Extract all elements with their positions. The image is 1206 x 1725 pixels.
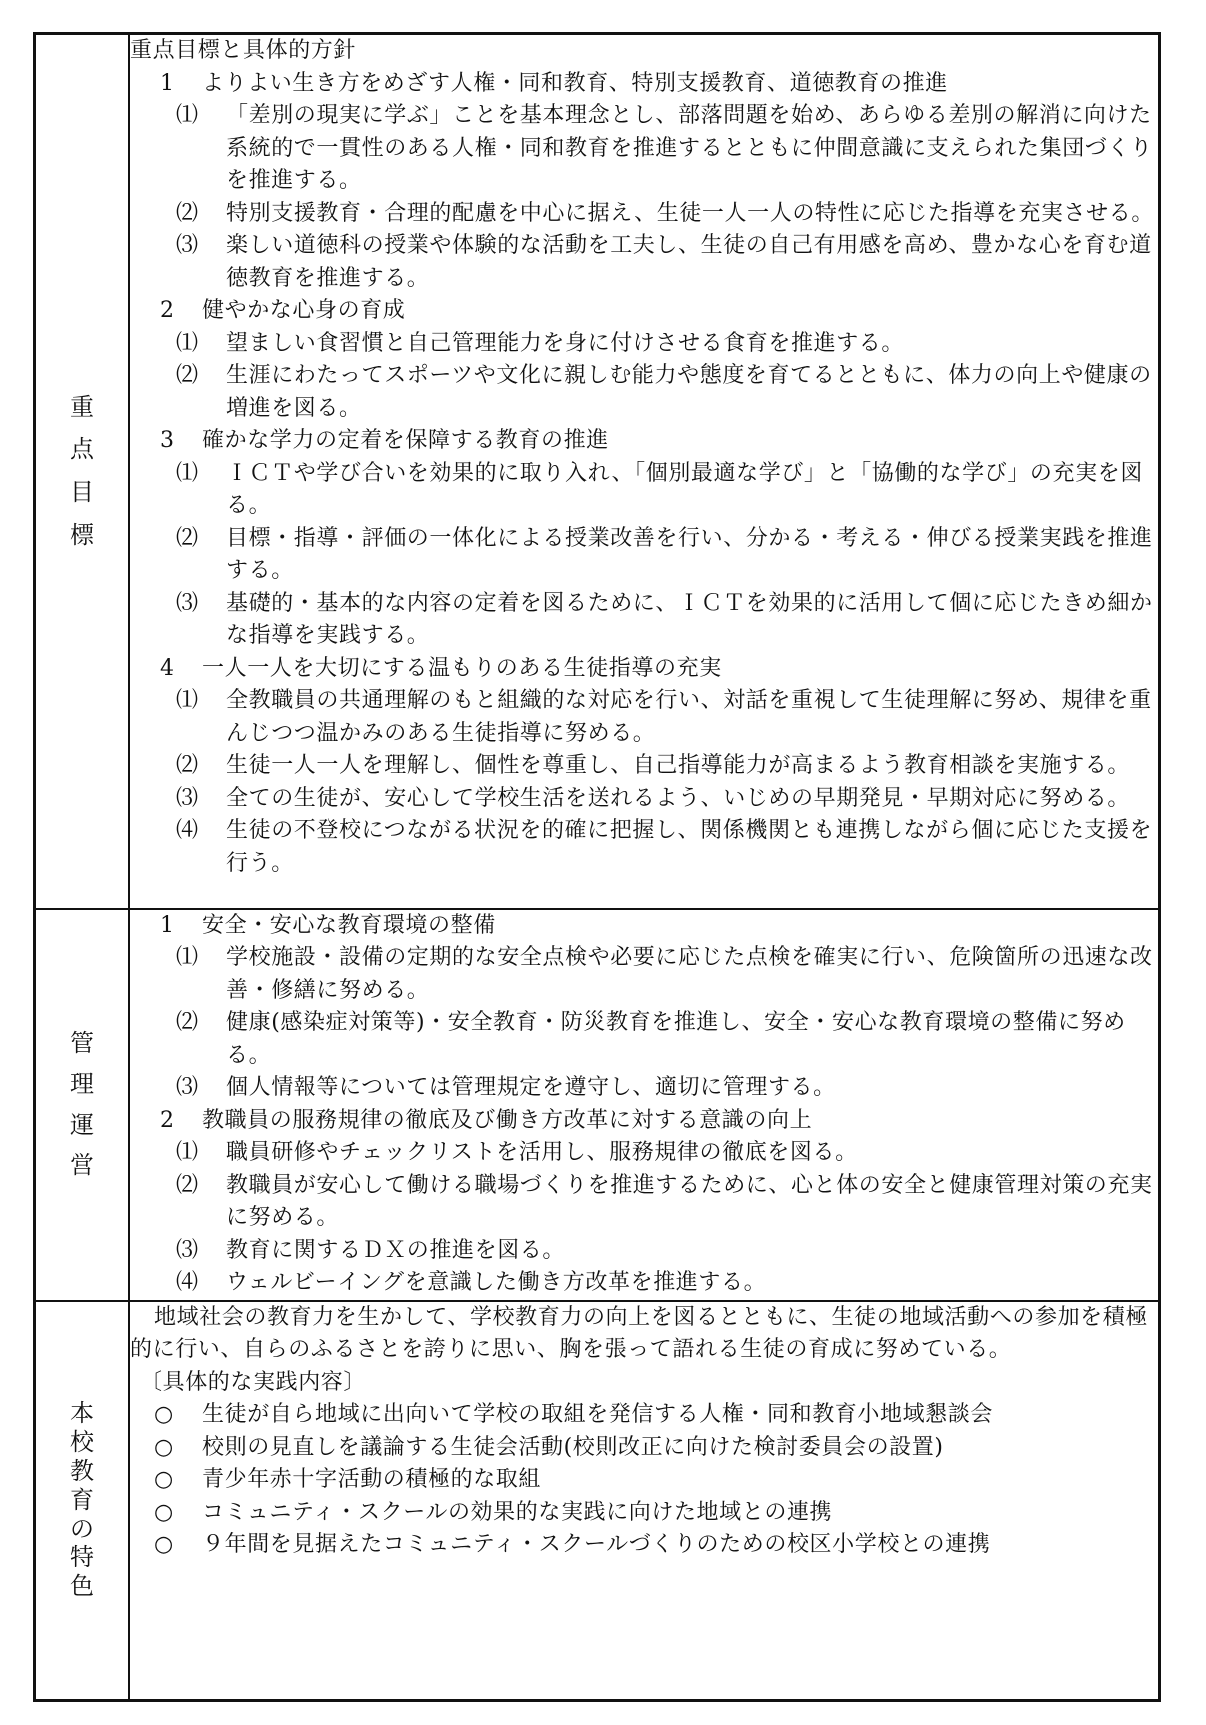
group-title: 2 健やかな心身の育成 [160, 298, 406, 323]
list-item: ⑵ 生徒一人一人を理解し、個性を尊重し、自己指導能力が高まるよう教育相談を実施する。 [176, 753, 1131, 778]
features-label-cell [35, 1301, 130, 1701]
label-char: 校 [70, 1428, 94, 1457]
label-char: 重 [70, 392, 94, 421]
circle-bullet-icon: ○ [154, 1467, 174, 1492]
label-char: 管 [70, 1028, 94, 1057]
list-item: ⑵ 特別支援教育・合理的配慮を中心に据え、生徒一人一人の特性に応じた指導を充実させる。 [176, 200, 1154, 226]
label-char: 教 [70, 1457, 94, 1486]
group-title: 3 確かな学力の定着を保障する教育の推進 [160, 428, 609, 453]
section-heading: 重点目標と具体的方針 [130, 38, 357, 63]
list-item: ⑴ ＩＣＴや学び合いを効果的に取り入れ、「個別最適な学び」と「協働的な学び」の充実を図る。 [176, 460, 1143, 518]
circle-bullet-icon: ○ [154, 1434, 174, 1460]
circle-bullet-icon: ○ [154, 1532, 174, 1557]
list-item: ○ 生徒が自ら地域に出向いて学校の取組を発信する人権・同和教育小地域懇談会 [130, 1399, 1158, 1432]
list-item: ⑴ 「差別の現実に学ぶ」ことを基本理念とし、部落問題を始め、あらゆる差別の解消に向けた系統的で一貫性のある人権・同和教育を推進するとともに仲間意識に支えられた集団づくりを推進する。 [176, 103, 1153, 193]
list-item: ○ コミュニティ・スクールの効果的な実践に向けた地域との連携 [130, 1497, 1158, 1530]
list-item: ○ ９年間を見据えたコミュニティ・スクールづくりのための校区小学校との連携 [130, 1529, 1158, 1562]
label-char: 育 [70, 1485, 94, 1514]
label-char: 点 [70, 435, 94, 464]
priority-label-cell [35, 34, 130, 909]
management-label [70, 1017, 94, 1192]
circle-bullet-icon: ○ [154, 1402, 174, 1427]
label-char: 運 [70, 1110, 94, 1139]
list-item: ⑴ 望ましい食習慣と自己管理能力を身に付けさせる食育を推進する。 [176, 330, 905, 356]
circle-bullet-icon: ○ [154, 1499, 174, 1525]
label-char: 営 [70, 1151, 94, 1180]
list-item: ○ 青少年赤十字活動の積極的な取組 [130, 1464, 1158, 1497]
policy-table [33, 32, 1161, 1702]
features-intro: 地域社会の教育力を生かして、学校教育力の向上を図るとともに、生徒の地域活動への参加を積極的に行い、自らのふるさとを誇りに思い、胸を張って語れる生徒の育成に努めている。 [130, 1304, 1148, 1362]
list-item: ⑵ 生涯にわたってスポーツや文化に親しむ能力や態度を育てるとともに、体力の向上や健康の増進を図る。 [176, 363, 1152, 421]
management-content [129, 909, 1160, 1301]
list-item: ○ 校則の見直しを議論する生徒会活動(校則改正に向けた検討委員会の設置) [130, 1432, 1158, 1465]
list-item: ⑷ ウェルビーイングを意識した働き方改革を推進する。 [176, 1270, 767, 1295]
label-char: 目 [70, 478, 94, 507]
group-title: 2 教職員の服務規律の徹底及び働き方改革に対する意識の向上 [160, 1107, 813, 1133]
list-item: ⑵ 目標・指導・評価の一体化による授業改善を行い、分かる・考える・伸びる授業実践を推進する。 [176, 525, 1153, 583]
label-char: 色 [70, 1572, 94, 1601]
label-char: 理 [70, 1069, 94, 1098]
list-item: ⑵ 健康(感染症対策等)・安全教育・防災教育を推進し、安全・安心な教育環境の整備に努める。 [176, 1010, 1126, 1068]
list-item: ⑶ 個人情報等については管理規定を遵守し、適切に管理する。 [176, 1075, 836, 1100]
group-title: 1 安全・安心な教育環境の整備 [160, 912, 496, 938]
label-char: 標 [70, 521, 94, 550]
label-char: の [70, 1514, 94, 1543]
list-item: ⑴ 全教職員の共通理解のもと組織的な対応を行い、対話を重視して生徒理解に努め、規律を重んじつつ温かみのある生徒指導に努める。 [176, 688, 1152, 746]
list-item: ⑴ 学校施設・設備の定期的な安全点検や必要に応じた点検を確実に行い、危険箇所の迅速な改善・修繕に努める。 [176, 945, 1153, 1003]
features-subheading: 〔具体的な実践内容〕 [140, 1369, 367, 1395]
list-item: ⑷ 生徒の不登校につながる状況を的確に把握し、関係機関とも連携しながら個に応じた支援を行う。 [176, 818, 1153, 876]
group-title: 1 よりよい生き方をめざす人権・同和教育、特別支援教育、道徳教育の推進 [160, 70, 948, 96]
features-section [35, 1301, 1160, 1701]
list-item: ⑵ 教職員が安心して働ける職場づくりを推進するために、心と体の安全と健康管理対策の充実に努める。 [176, 1172, 1153, 1230]
list-item: ⑶ 楽しい道徳科の授業や体験的な活動を工夫し、生徒の自己有用感を高め、豊かな心を育む道徳教育を推進する。 [176, 233, 1152, 291]
list-item: ⑶ 全ての生徒が、安心して学校生活を送れるよう、いじめの早期発見・早期対応に努める。 [176, 785, 1131, 811]
priority-content [129, 34, 1160, 909]
label-char: 特 [70, 1543, 94, 1572]
label-char: 本 [70, 1399, 94, 1428]
features-label [70, 1399, 94, 1601]
priority-section [35, 34, 1160, 909]
list-item: ⑶ 教育に関するＤＸの推進を図る。 [176, 1237, 566, 1263]
list-item: ⑶ 基礎的・基本的な内容の定着を図るために、ＩＣＴを効果的に活用して個に応じたきめ細かな指導を実践する。 [176, 590, 1153, 648]
features-content [129, 1301, 1160, 1701]
list-item: ⑴ 職員研修やチェックリストを活用し、服務規律の徹底を図る。 [176, 1140, 858, 1165]
management-section [35, 909, 1160, 1301]
management-label-cell [35, 909, 130, 1301]
priority-label [70, 379, 94, 564]
group-title: 4 一人一人を大切にする温もりのある生徒指導の充実 [160, 655, 722, 681]
